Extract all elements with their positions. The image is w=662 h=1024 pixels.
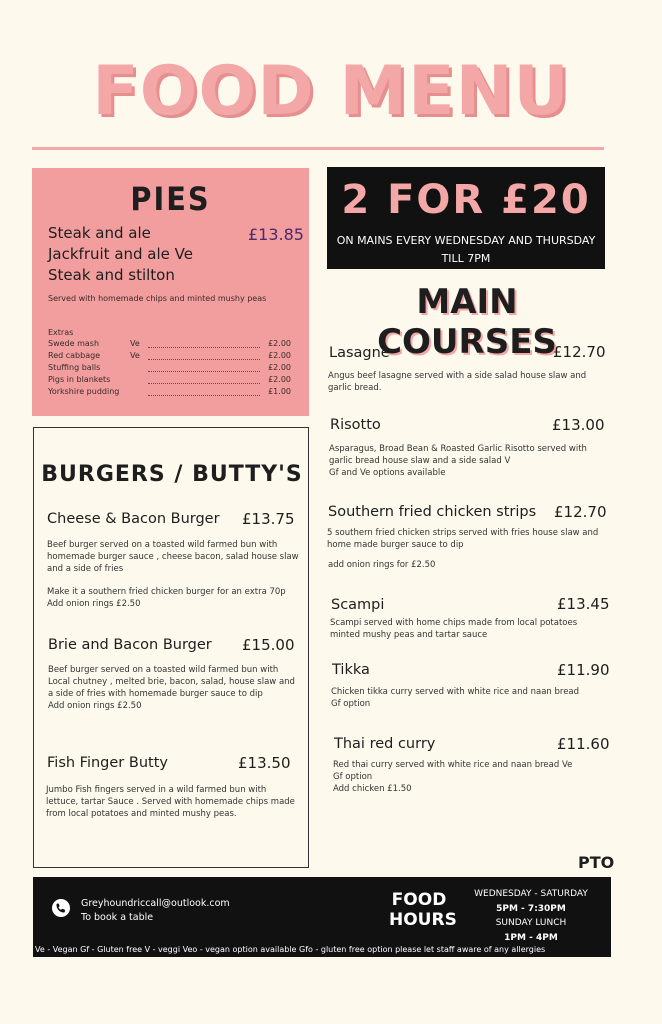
pies-description: Served with homemade chips and minted mushy peas	[48, 294, 267, 303]
burger-description: Beef burger served on a toasted wild farmed bun with Local chutney , melted brie, bacon, salad, house slaw and a side of fries with homemade burger sauce to dip Add onion rings £2.50	[48, 665, 295, 711]
burger-description: Jumbo Fish fingers served in a wild farmed bun with lettuce, tartar Sauce . Served with homemade chips made from local potatoes and minted mushy peas.	[46, 785, 295, 819]
main-note: add onion rings for £2.50	[328, 560, 436, 570]
extra-name: Stuffing balls	[48, 363, 101, 372]
hours-days: WEDNESDAY - SATURDAY	[474, 889, 588, 899]
promo-subtext: ON MAINS EVERY WEDNESDAY AND THURSDAY TILL 7PM	[336, 234, 596, 265]
extras-title: Extras	[48, 328, 74, 337]
main-price: £13.45	[557, 595, 610, 613]
burger-price: £13.50	[238, 754, 291, 772]
main-price: £11.90	[557, 661, 610, 679]
main-name: Tikka	[332, 662, 370, 678]
extra-tag: Ve	[130, 351, 140, 360]
page-title: FOOD MENU	[92, 52, 570, 131]
pies-heading: PIES	[130, 180, 211, 218]
dotted-leader	[148, 383, 260, 384]
main-name: Southern fried chicken strips	[328, 504, 537, 520]
burger-name: Cheese & Bacon Burger	[47, 511, 220, 527]
burgers-heading: BURGERS / BUTTY'S	[41, 462, 303, 487]
main-description: 5 southern fried chicken strips served with fries house slaw and home made burger sauce to dip	[327, 528, 599, 550]
main-price: £12.70	[553, 343, 606, 361]
title-divider	[32, 147, 604, 150]
main-name: Scampi	[331, 597, 385, 613]
dotted-leader	[148, 371, 260, 372]
sunday-times: 1PM - 4PM	[504, 932, 558, 943]
extra-price: £2.00	[268, 339, 291, 348]
pto-label: PTO	[578, 853, 615, 872]
burger-price: £13.75	[242, 510, 295, 528]
burger-name: Brie and Bacon Burger	[48, 637, 212, 653]
booking-text: To book a table	[81, 912, 154, 923]
hours-times: 5PM - 7:30PM	[496, 903, 566, 914]
phone-icon	[52, 899, 70, 917]
burger-description: Beef burger served on a toasted wild farmed bun with homemade burger sauce , cheese bacon, salad house slaw and a side of fries	[47, 540, 299, 574]
main-price: £12.70	[554, 503, 607, 521]
extra-row	[48, 387, 291, 399]
extra-name: Pigs in blankets	[48, 375, 111, 384]
extra-price: £2.00	[268, 363, 291, 372]
main-description: Chicken tikka curry served with white rice and naan bread Gf option	[331, 687, 580, 709]
main-description: Angus beef lasagne served with a side salad house slaw and garlic bread.	[328, 371, 587, 393]
burger-name: Fish Finger Butty	[47, 755, 168, 771]
promo-headline: 2 FOR £20	[341, 177, 591, 223]
pies-price: £13.85	[248, 225, 304, 244]
pie-item: Steak and ale	[48, 224, 151, 242]
pies-section	[32, 168, 309, 416]
extra-row	[48, 339, 291, 351]
extra-row	[48, 363, 291, 375]
pie-item: Steak and stilton	[48, 266, 175, 284]
extra-price: £2.00	[268, 375, 291, 384]
footer-bar	[33, 877, 611, 957]
burger-price: £15.00	[242, 636, 295, 654]
dotted-leader	[148, 395, 260, 396]
pie-item: Jackfruit and ale Ve	[48, 245, 193, 263]
email-address[interactable]: Greyhoundriccall@outlook.com	[81, 898, 230, 909]
main-name: Lasagne	[329, 345, 390, 361]
main-price: £13.00	[552, 416, 605, 434]
extra-price: £1.00	[268, 387, 291, 396]
dotted-leader	[148, 347, 260, 348]
extra-row	[48, 375, 291, 387]
main-name: Thai red curry	[334, 736, 436, 752]
extra-name: Swede mash	[48, 339, 100, 348]
burgers-section	[33, 427, 309, 868]
extra-tag: Ve	[130, 339, 140, 348]
extra-price: £2.00	[268, 351, 291, 360]
extra-name: Red cabbage	[48, 351, 101, 360]
extra-row	[48, 351, 291, 363]
main-description: Red thai curry served with white rice and naan bread Ve Gf option Add chicken £1.50	[333, 760, 573, 794]
main-courses-heading: MAIN COURSES	[377, 282, 557, 362]
main-description: Asparagus, Broad Bean & Roasted Garlic Risotto served with garlic bread house slaw and a side salad V Gf and Ve options available	[329, 444, 587, 478]
promo-banner	[327, 167, 605, 269]
sunday-label: SUNDAY LUNCH	[495, 918, 567, 928]
main-description: Scampi served with home chips made from local potatoes minted mushy peas and tartar sauce	[330, 618, 578, 640]
contact-info	[81, 897, 230, 925]
dietary-legend: Ve - Vegan Gf - Gluten free V - veggi Veo - vegan option available Gfo - gluten free option please let staff aware of any allergies	[35, 945, 546, 954]
main-name: Risotto	[330, 417, 381, 433]
opening-hours	[451, 887, 611, 945]
main-price: £11.60	[557, 735, 610, 753]
burger-note: Make it a southern fried chicken burger for an extra 70p Add onion rings £2.50	[47, 587, 286, 609]
extra-name: Yorkshire pudding	[48, 387, 120, 396]
food-hours-label: FOOD HOURS	[389, 890, 457, 930]
dotted-leader	[148, 359, 260, 360]
